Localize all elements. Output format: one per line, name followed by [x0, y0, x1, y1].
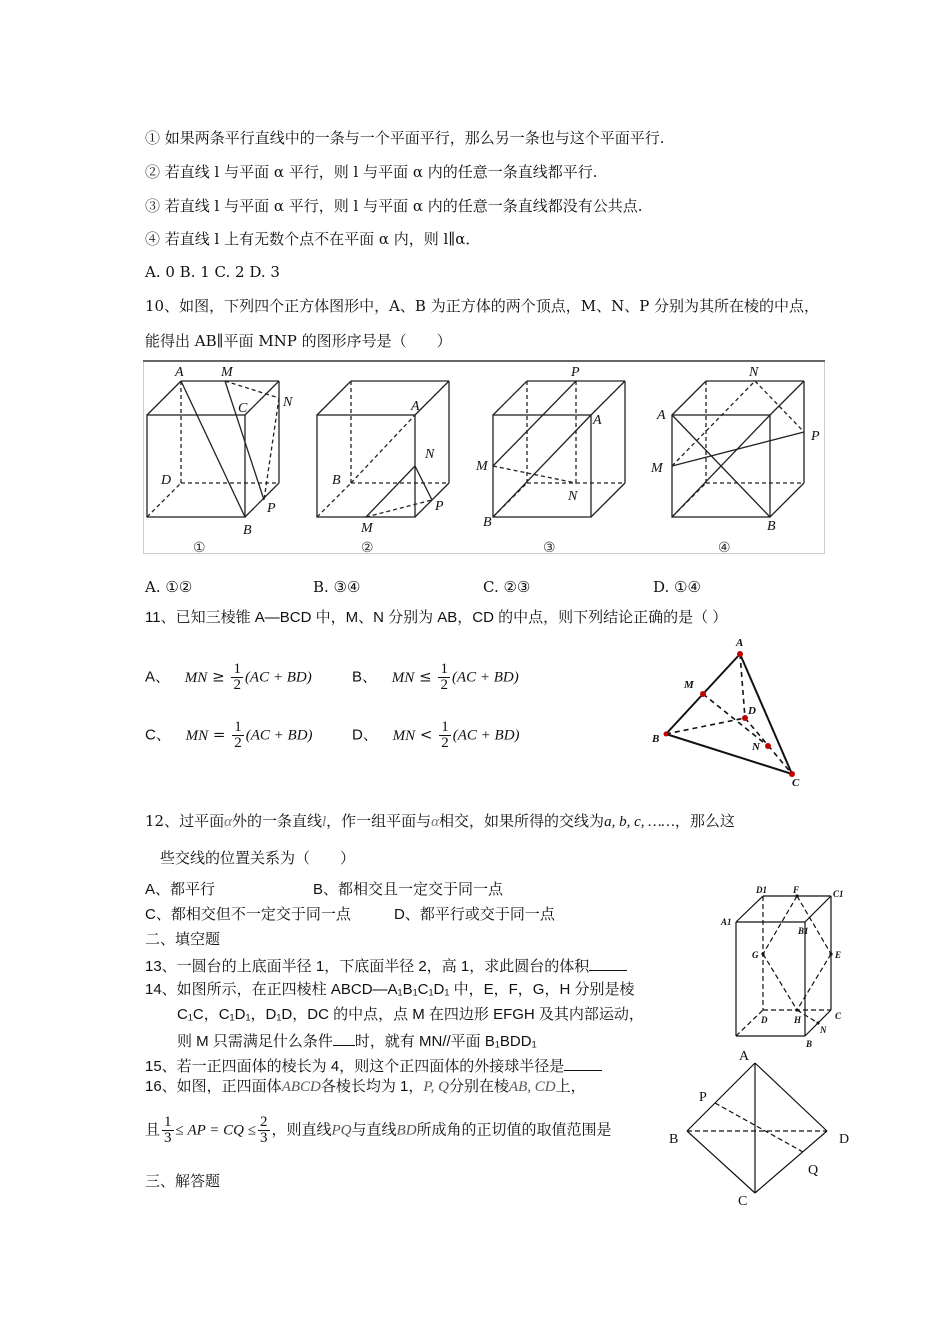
svg-text:M: M [361, 521, 373, 536]
svg-text:M: M [684, 679, 694, 691]
svg-text:N: N [568, 489, 578, 504]
q10-cube-figures [143, 360, 825, 557]
q11-stem: 11、已知三棱锥 A—BCD 中，M、N 分别为 AB，CD 的中点，则下列结论正确的是（ ） [145, 609, 728, 626]
q9-statement-3: ③ 若直线 l 与平面 α 平行，则 l 与平面 α 内的任意一条直线都没有公共点. [145, 197, 643, 215]
svg-text:P: P [571, 365, 580, 380]
svg-text:C: C [835, 1011, 842, 1021]
q9-statement-2: ② 若直线 l 与平面 α 平行，则 l 与平面 α 内的任意一条直线都平行. [145, 163, 598, 181]
svg-text:D: D [748, 705, 756, 717]
q12-option-a: A、都平行 [145, 881, 216, 898]
q9-choices: A. 0 B. 1 C. 2 D. 3 [145, 263, 280, 281]
svg-text:P: P [267, 501, 276, 516]
fig-label-4: ④ [718, 541, 731, 556]
svg-text:A: A [593, 413, 602, 428]
svg-text:P: P [811, 429, 820, 444]
q11-tetrahedron-figure [648, 634, 808, 790]
q10-stem-line1: 10、如图，下列四个正方体图形中，A、B 为正方体的两个顶点，M、N、P 分别为其所在棱的中点， [145, 297, 820, 315]
svg-text:P: P [435, 499, 444, 514]
q14-line2: C₁C，C₁D₁，D₁D，DC 的中点，点 M 在四边形 EFGH 及其内部运动， [177, 1006, 644, 1023]
fig-label-2: ② [361, 541, 374, 556]
svg-text:Q: Q [808, 1163, 819, 1178]
fig-label-3: ③ [543, 541, 556, 556]
q10-option-c: C. ②③ [483, 578, 531, 596]
q9-statement-1: ① 如果两条平行直线中的一条与一个平面平行，那么另一条也与这个平面平行. [145, 129, 665, 147]
q10-stem-line2: 能得出 AB∥平面 MNP 的图形序号是（ ） [145, 332, 452, 350]
cube-3 [493, 381, 625, 517]
svg-text:N: N [820, 1025, 827, 1035]
q9-statement-4: ④ 若直线 l 上有无数个点不在平面 α 内，则 l∥α． [145, 230, 481, 248]
q11-option-d-label: D、 [352, 726, 378, 744]
q14-line3: 则 M 只需满足什么条件 时，就有 MN//平面 B₁BDD₁ [177, 1033, 537, 1050]
q11-option-a-label: A、 [145, 668, 171, 686]
svg-text:D: D [839, 1132, 850, 1147]
section-3-heading: 三、解答题 [145, 1173, 221, 1190]
q16-tetrahedron-figure [665, 1045, 855, 1215]
svg-text:H: H [794, 1015, 802, 1025]
cube-1 [147, 381, 279, 517]
q13: 13、一圆台的上底面半径 1，下底面半径 2，高 1，求此圆台的体积 [145, 955, 627, 976]
svg-text:N: N [425, 447, 435, 462]
q10-option-d: D. ①④ [653, 578, 701, 596]
svg-text:B: B [669, 1132, 679, 1147]
svg-text:B: B [483, 515, 492, 530]
svg-text:C: C [238, 401, 248, 416]
svg-text:A: A [739, 1049, 750, 1064]
q11-option-b-label: B、 [352, 668, 378, 686]
svg-text:B: B [767, 519, 776, 534]
svg-text:C: C [738, 1194, 748, 1209]
svg-text:F: F [793, 885, 800, 895]
svg-text:C1: C1 [833, 889, 844, 899]
q12-option-b: B、都相交且一定交于同一点 [313, 881, 504, 898]
svg-text:B: B [332, 473, 341, 488]
q11-option-d: D、 MN < $\frac{1}{2}$ (AC + BD) [352, 719, 520, 751]
q16-line2: 且 $\frac{1}{3}$ ≤ AP = CQ ≤ $\frac{2}{3}$ ，则直线PQ与直线BD所成角的正切值的取值范围是 [145, 1114, 612, 1146]
svg-text:N: N [283, 395, 293, 410]
svg-text:A: A [657, 408, 666, 423]
svg-text:P: P [699, 1090, 707, 1105]
q11-option-c: C、 MN = $\frac{1}{2}$ (AC + BD) [145, 719, 313, 751]
q11-option-b: B、 MN ≤ $\frac{1}{2}$ (AC + BD) [352, 661, 519, 693]
q12-option-d: D、都平行或交于同一点 [394, 906, 555, 923]
q10-option-a: A. ①② [145, 578, 193, 596]
cube-4 [672, 381, 804, 517]
q12-stem-line2: 些交线的位置关系为（ ） [160, 849, 356, 867]
svg-text:M: M [651, 461, 663, 476]
q14-prism-figure [718, 882, 853, 1052]
svg-text:G: G [752, 950, 759, 960]
q12-stem-line1: 12、过平面α外的一条直线l，作一组平面与α相交，如果所得的交线为a, b, c, ……，那么这 [145, 812, 735, 830]
q16-line1: 16、如图，正四面体ABCD各棱长均为 1，P, Q分别在棱AB, CD上， [145, 1078, 586, 1095]
q10-option-b: B. ③④ [313, 578, 361, 596]
svg-text:B: B [243, 523, 252, 538]
svg-text:D1: D1 [756, 885, 767, 895]
q15: 15、若一正四面体的棱长为 4，则这个正四面体的外接球半径是 [145, 1055, 602, 1076]
svg-text:A1: A1 [721, 917, 732, 927]
q14-line1: 14、如图所示，在正四棱柱 ABCD—A₁B₁C₁D₁ 中，E，F，G，H 分别是棱 [145, 981, 635, 998]
svg-text:B: B [652, 733, 660, 745]
q12-option-c: C、都相交但不一定交于同一点 [145, 906, 351, 923]
svg-text:N: N [749, 365, 759, 380]
svg-text:M: M [476, 459, 488, 474]
svg-text:B1: B1 [798, 926, 809, 936]
section-2-heading: 二、填空题 [145, 931, 221, 948]
svg-text:B: B [806, 1039, 813, 1049]
svg-text:A: A [411, 399, 420, 414]
svg-text:D: D [161, 473, 172, 488]
svg-text:A: A [736, 637, 744, 649]
svg-text:E: E [835, 950, 842, 960]
svg-text:A: A [175, 365, 184, 380]
svg-text:N: N [752, 741, 760, 753]
svg-text:M: M [221, 365, 233, 380]
svg-text:D: D [761, 1015, 768, 1025]
q11-option-a: A、 MN ≥ $\frac{1}{2}$ (AC + BD) [145, 661, 312, 693]
q11-option-c-label: C、 [145, 726, 171, 744]
fig-label-1: ① [193, 541, 206, 556]
svg-text:C: C [792, 777, 800, 789]
